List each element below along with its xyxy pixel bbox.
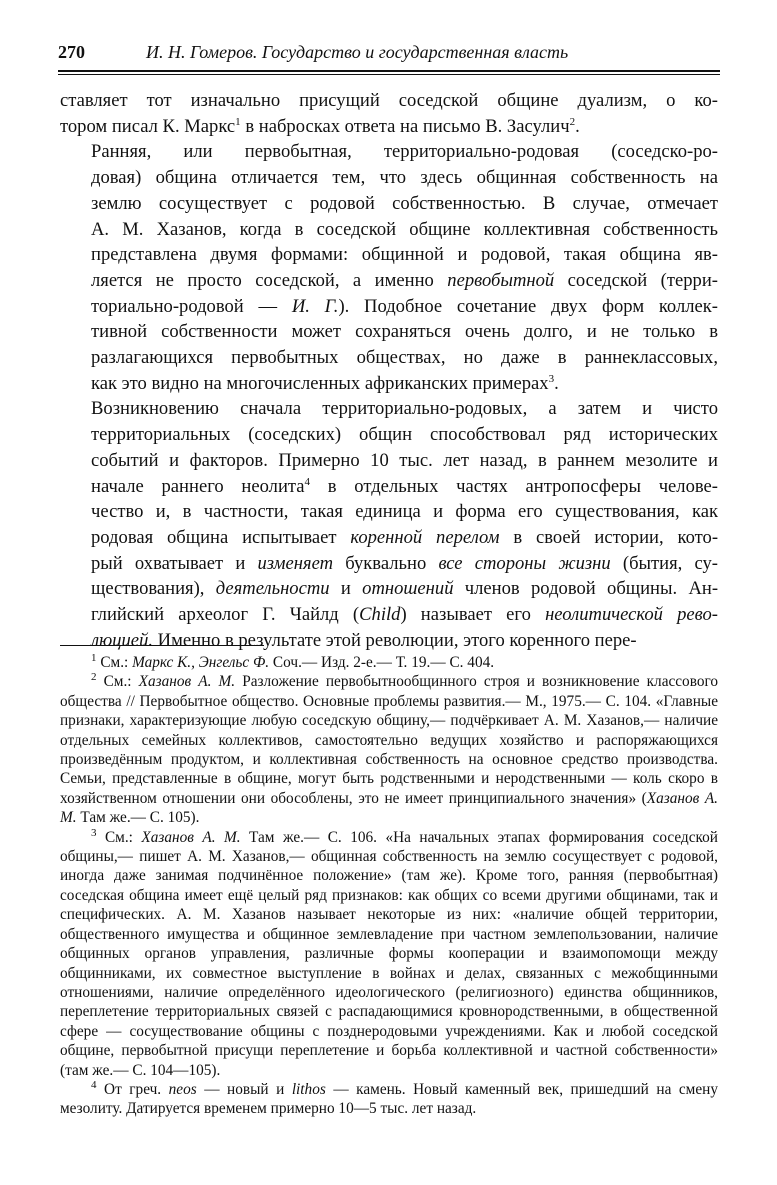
author-name: Хазанов А. М.: [141, 828, 241, 846]
footnote-ref: 3: [548, 372, 555, 385]
emphasis: отношений: [362, 578, 454, 600]
text-line: как это видно на многочисленных африканских примерах$^3$.: [91, 372, 559, 394]
author-name: Хазанов А. М.: [138, 673, 236, 691]
emphasis: все стороны жизни: [438, 552, 611, 574]
text-line: событий и факторов. Примерно 10 тыс. лет назад, в раннем мезолите и: [91, 449, 718, 471]
emphasis: первобытной: [447, 269, 555, 291]
text-line: территориальных (соседских) общин способствовал ряд исторических: [91, 424, 718, 446]
emphasis: деятельности: [215, 578, 330, 600]
text-line: ставляет тот изначально присущий соседской общине дуализм, о ко-: [60, 90, 718, 111]
text-line: тивной собственности может сохраняться очень долго, и не только в: [91, 321, 718, 343]
emphasis: Child: [359, 604, 401, 626]
paragraph-1: [60, 88, 718, 139]
emphasis: изменяет: [257, 552, 334, 574]
footnote-ref: 2: [569, 115, 576, 128]
emphasis: люцией.: [91, 629, 154, 651]
footnotes: [60, 653, 718, 1119]
footnote-number: 3: [91, 826, 97, 839]
text-line: ториально-родовой — И. Г.). Подобное сочетание двух форм коллек-: [91, 295, 718, 317]
text-line: ляется не просто соседской, а именно первобытной соседской (терри-: [91, 269, 718, 291]
header-rule: [58, 70, 720, 75]
text-line: представлена двумя формами: общинной и родовой, такая община яв-: [91, 244, 718, 266]
text-line: родовая община испытывает коренной перелом в своей истории, кото-: [91, 526, 719, 548]
author-name: Маркс К., Энгельс Ф.: [132, 654, 270, 671]
footnote-4: $^4$ От греч. neos — новый и lithos — камень. Новый каменный век, пришедший на смену мезолиту. Датируется временем примерно 10—5 тыс. лет назад.: [60, 1078, 718, 1118]
emphasis: И. Г.: [291, 295, 339, 317]
emphasis: неолитической рево-: [545, 604, 718, 626]
footnote-ref: 4: [304, 475, 311, 488]
footnote-3: $^3$ См.: Хазанов А. М. Там же.— С. 106. «На начальных этапах формирования соседской общины,— пишет А. М. Хазанов,— общинная собственность на землю сосуществует с родовой, иногда даже занимая подчинённое положение» (там же). Кроме того, ранняя (первобытная) соседская община имеет ещё целый ряд признаков: как общих со всеми другими общинами, так и специфических. А. М. Хазанов называет некоторые из них: «наличие общей территории, общественного имущества и общинное землевладение при частном землепользовании, наличие общинных органов управления, различные формы кооперации и взаимопомощи между общинниками, их совместное выступление в войнах и делах, связанных с межобщинными отношениями, наличие определённого идеологического (религиозного) единства общинников, переплетение территориальных связей с распадающимися кровнородственными, в общественной сфере — сосуществование общины с позднеродовыми учреждениями. Как и любой соседской общине, первобытной присущи переплетение и борьба коллективной и частной собственности» (там же.— С. 104—105).: [60, 826, 718, 1079]
running-head: И. Н. Гомеров. Государство и государственная власть: [146, 42, 569, 62]
foreign-term: lithos: [291, 1080, 326, 1098]
footnote-number: 4: [91, 1078, 97, 1091]
footnote-1: $^1$ См.: Маркс К., Энгельс Ф. Соч.— Изд. 2-е.— Т. 19.— С. 404.: [91, 651, 495, 671]
text-line: А. М. Хазанов, когда в соседской общине коллективная собственность: [91, 218, 718, 240]
text-line: тором писал К. Маркс$^1$ в набросках ответа на письмо В. Засулич$^2$.: [60, 115, 580, 137]
text-line: землю сосуществует с родовой собственностью. В случае, отмечает: [91, 192, 718, 214]
footnote-separator: [60, 645, 264, 646]
text-line: рый охватывает и изменяет буквально все стороны жизни (бытия, су-: [91, 552, 718, 574]
text-line: глийский археолог Г. Чайлд (Child) называет его неолитической рево-: [91, 604, 718, 626]
text-line: люцией. Именно в результате этой революции, этого коренного пере-: [91, 629, 637, 651]
footnote-number: 2: [91, 671, 97, 684]
text-line: начале раннего неолита$^4$ в отдельных частях антропосферы челове-: [91, 475, 718, 497]
text-line: разлагающихся первобытных обществах, но даже в раннеклассовых,: [91, 347, 718, 369]
paragraph-3: [60, 396, 718, 653]
text-line: ществования), деятельности и отношений членов родовой общины. Ан-: [91, 578, 719, 600]
page-header: [58, 38, 718, 66]
footnote-number: 1: [91, 651, 97, 664]
foreign-term: neos: [168, 1080, 197, 1098]
author-name: Хазанов А. М.: [60, 789, 718, 827]
page-number: 270: [58, 42, 85, 62]
paragraph-2: [60, 139, 718, 396]
footnote-2: $^2$ См.: Хазанов А. М. Разложение первобытнообщинного строя и возникновение классового общества // Первобытное общество. Основные проблемы развития.— М., 1975.— С. 104. «Главные признаки, характеризующие любую соседскую общину,— подчёркивает А. М. Хазанов,— наличие отдельных семейных коллективов, самостоятельно ведущих хозяйство и распоряжающихся произведённым продуктом, и коллективная собственность на основное средство производства. Семьи, представленные в общине, могут быть родственными и неродственными — коль скоро в хозяйственном отношении они обособлены, это не имеет принципиального значения» (Хазанов А. М. Там же.— С. 105).: [60, 671, 719, 827]
text-line: Возникновению сначала территориально-родовых, а затем и чисто: [91, 398, 718, 420]
footnote-ref: 1: [235, 115, 241, 128]
main-text: [60, 88, 718, 653]
text-line: Ранняя, или первобытная, территориально-родовая (соседско-ро-: [91, 141, 718, 163]
text-line: чество и, в частности, такая единица и форма его существования, как: [91, 501, 718, 523]
text-line: довая) община отличается тем, что здесь общинная собственность на: [91, 167, 718, 189]
emphasis: коренной перелом: [350, 526, 500, 548]
